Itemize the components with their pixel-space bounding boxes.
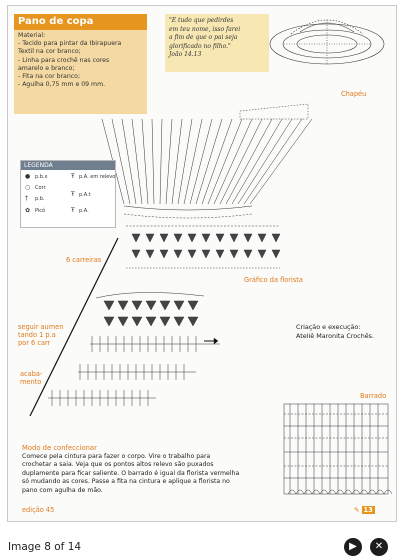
instructions (22, 444, 284, 496)
material-line: - Agulha 0,75 mm e 09 mm. (18, 81, 106, 89)
picot-icon: ✿ (25, 207, 31, 214)
slip-stitch-icon: ● (25, 173, 31, 180)
page-number-box (354, 506, 375, 514)
material-line: - Fita na cor branco; (18, 73, 81, 81)
instructions-line: só mudando as cores. Passe a fita na cintura e aplique a florista no (22, 478, 230, 486)
increase-note-line: seguir aumen (18, 323, 64, 331)
credits (296, 323, 374, 341)
legend-box (20, 160, 116, 228)
hat-label: Chapéu (341, 90, 367, 98)
rows-label: 6 carreiras (66, 256, 102, 264)
magazine-page (7, 5, 397, 522)
instructions-line: pano com agulha de mão. (22, 486, 103, 494)
double-crochet-icon: Ŧ (71, 207, 75, 214)
instructions-line: Comece pela cintura para fazer o corpo. Vire o trabalho para (22, 452, 211, 460)
border-label: Barrado (360, 392, 387, 400)
treble-crochet-icon: Ŧ (71, 191, 75, 198)
quote-line: glorificado no filho." (169, 42, 231, 50)
quote-reference: João 14.13 (169, 51, 202, 59)
finish-label-line: acaba- (20, 370, 43, 378)
instructions-title: Modo de confeccionar (22, 444, 97, 452)
page-number: 13 (363, 506, 373, 514)
quote-line: "E tudo que pedirdes (169, 17, 234, 24)
legend-item: p.b. (35, 196, 45, 202)
legend-item: p.A.t (79, 192, 91, 198)
finish-label-line: mento (20, 378, 42, 386)
skirt-flounce (126, 226, 280, 268)
florist-chart (96, 292, 218, 344)
instructions-line: crochetar a saia. Veja que os pontos altos relevo são puxados (22, 461, 214, 469)
credits-line: Criação e execução: (296, 323, 361, 331)
legend-title: LEGENDA (21, 161, 115, 170)
legend-item: p.b.x (35, 174, 48, 180)
body-diagram (102, 104, 312, 218)
hat-diagram (270, 20, 384, 64)
logo-icon: ✎ (354, 506, 360, 514)
close-icon: ✕ (374, 541, 384, 552)
border-diagram (284, 404, 392, 494)
quote-line: a fim de que o pai seja (169, 34, 238, 42)
image-counter: Image 8 of 14 (8, 541, 82, 553)
chain-stitch-icon: ○ (25, 184, 31, 191)
florist-chart-label: Gráfico da florista (244, 276, 303, 284)
increase-note-line: por 6 carr (18, 339, 51, 347)
legend-item: Picô (35, 208, 46, 214)
single-crochet-icon: † (25, 195, 28, 202)
material-line: - Tecido para pintar da Ibirapuera (18, 40, 122, 48)
legend-item: p.A. em relevo (79, 174, 116, 180)
quote-line: em teu nome, isso farei (169, 25, 241, 33)
increase-note-line: tando 1 p.a (18, 331, 56, 339)
legend-item: p.A. (79, 208, 89, 214)
play-icon: ▶ (349, 541, 357, 552)
next-image-button[interactable] (344, 538, 362, 556)
material-line: Material: (18, 32, 46, 39)
material-line: - Linha para crochê nas cores (18, 56, 110, 64)
edition-label: edição 45 (22, 506, 55, 514)
material-line: amarelo e branco; (18, 64, 75, 72)
material-line: Textil na cor branco; (18, 48, 81, 56)
relief-stitch-icon: Ŧ (71, 173, 75, 180)
legend-item: Corr. (35, 185, 47, 191)
close-viewer-button[interactable] (370, 538, 388, 556)
pattern-title: Pano de copa (14, 14, 147, 30)
instructions-line: duplamente para ficar saliente. O barrado é igual da florista vermelha (22, 469, 240, 477)
credits-line: Ateliê Maronita Crochês. (296, 332, 375, 340)
